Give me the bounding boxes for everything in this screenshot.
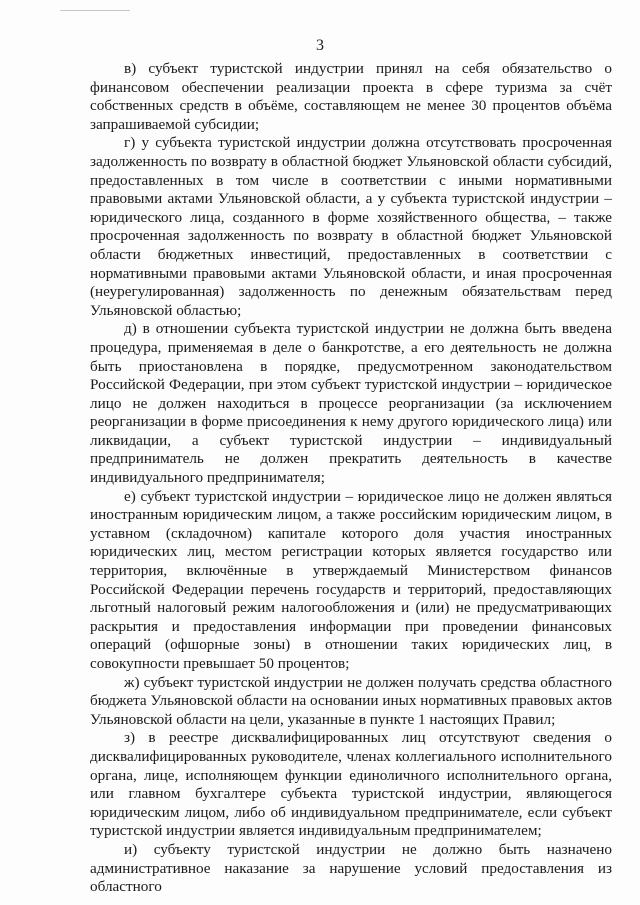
page-number: 3 — [316, 37, 324, 54]
paragraph-zh: ж) субъект туристской индустрии не должен получать средства областного бюджета Ульяновской области на основании иных нормативных правовых актов Ульяновской области на цели, указанные в пункте 1 настоящих Правил; — [90, 673, 612, 728]
paragraph-d: д) в отношении субъекта туристской индустрии не должна быть введена процедура, применяемая в деле о банкротстве, а его деятельность не должна быть приостановлена в порядке, предусмотренном законодательством Российской Федерации, при этом субъект туристской индустрии – юридическое лицо не должен находиться в процессе реорганизации (за исключением реорганизации в форме присоединения к нему другого юридического лица) или ликвидации, а субъект туристской индустрии – индивидуальный предприниматель не должен прекратить деятельность в качестве индивидуального предпринимателя; — [90, 320, 612, 487]
paragraph-g: г) у субъекта туристской индустрии должна отсутствовать просроченная задолженность по возврату в областной бюджет Ульяновской области субсидий, предоставленных в том числе в соответствии с иными нормативными правовыми актами Ульяновской области, а у субъекта туристской индустрии – юридического лица, созданного в форме хозяйственного общества, – также просроченная задолженность по возврату в областной бюджет Ульяновской области бюджетных инвестиций, предоставленных в соответствии с нормативными правовыми актами Ульяновской области, и иная просроченная (неурегулированная) задолженность по денежным обязательствам перед Ульяновской областью; — [90, 134, 612, 319]
paragraph-z: з) в реестре дисквалифицированных лиц отсутствуют сведения о дисквалифицированных руководителе, членах коллегиального исполнительного органа, лице, исполняющем функции единоличного исполнительного органа, или главном бухгалтере субъекта туристской индустрии, являющегося юридическим лицом, либо об индивидуальном предпринимателе, если субъект туристской индустрии является индивидуальным предпринимателем; — [90, 729, 612, 840]
scan-artifact-line — [60, 10, 130, 11]
paragraph-e: е) субъект туристской индустрии – юридическое лицо не должен являться иностранным юридическим лицом, а также российским юридическим лицом, в уставном (складочном) капитале которого доля участия иностранных юридических лиц, местом регистрации которых является государство или территория, включённые в утверждаемый Министерством финансов Российской Федерации перечень государств и территорий, предоставляющих льготный налоговый режим налогообложения и (или) не предусматривающих раскрытия и предоставления информации при проведении финансовых операций (офшорные зоны) в отношении таких юридических лиц, в совокупности превышает 50 процентов; — [90, 487, 612, 672]
paragraph-v: в) субъект туристской индустрии принял на себя обязательство о финансовом обеспечении реализации проекта в сфере туризма за счёт собственных средств в объёме, составляющем не менее 30 процентов объёма запрашиваемой субсидии; — [90, 60, 612, 133]
document-body — [90, 60, 612, 897]
paragraph-i: и) субъекту туристской индустрии не должно быть назначено административное наказание за нарушение условий предоставления из областного — [90, 840, 612, 896]
